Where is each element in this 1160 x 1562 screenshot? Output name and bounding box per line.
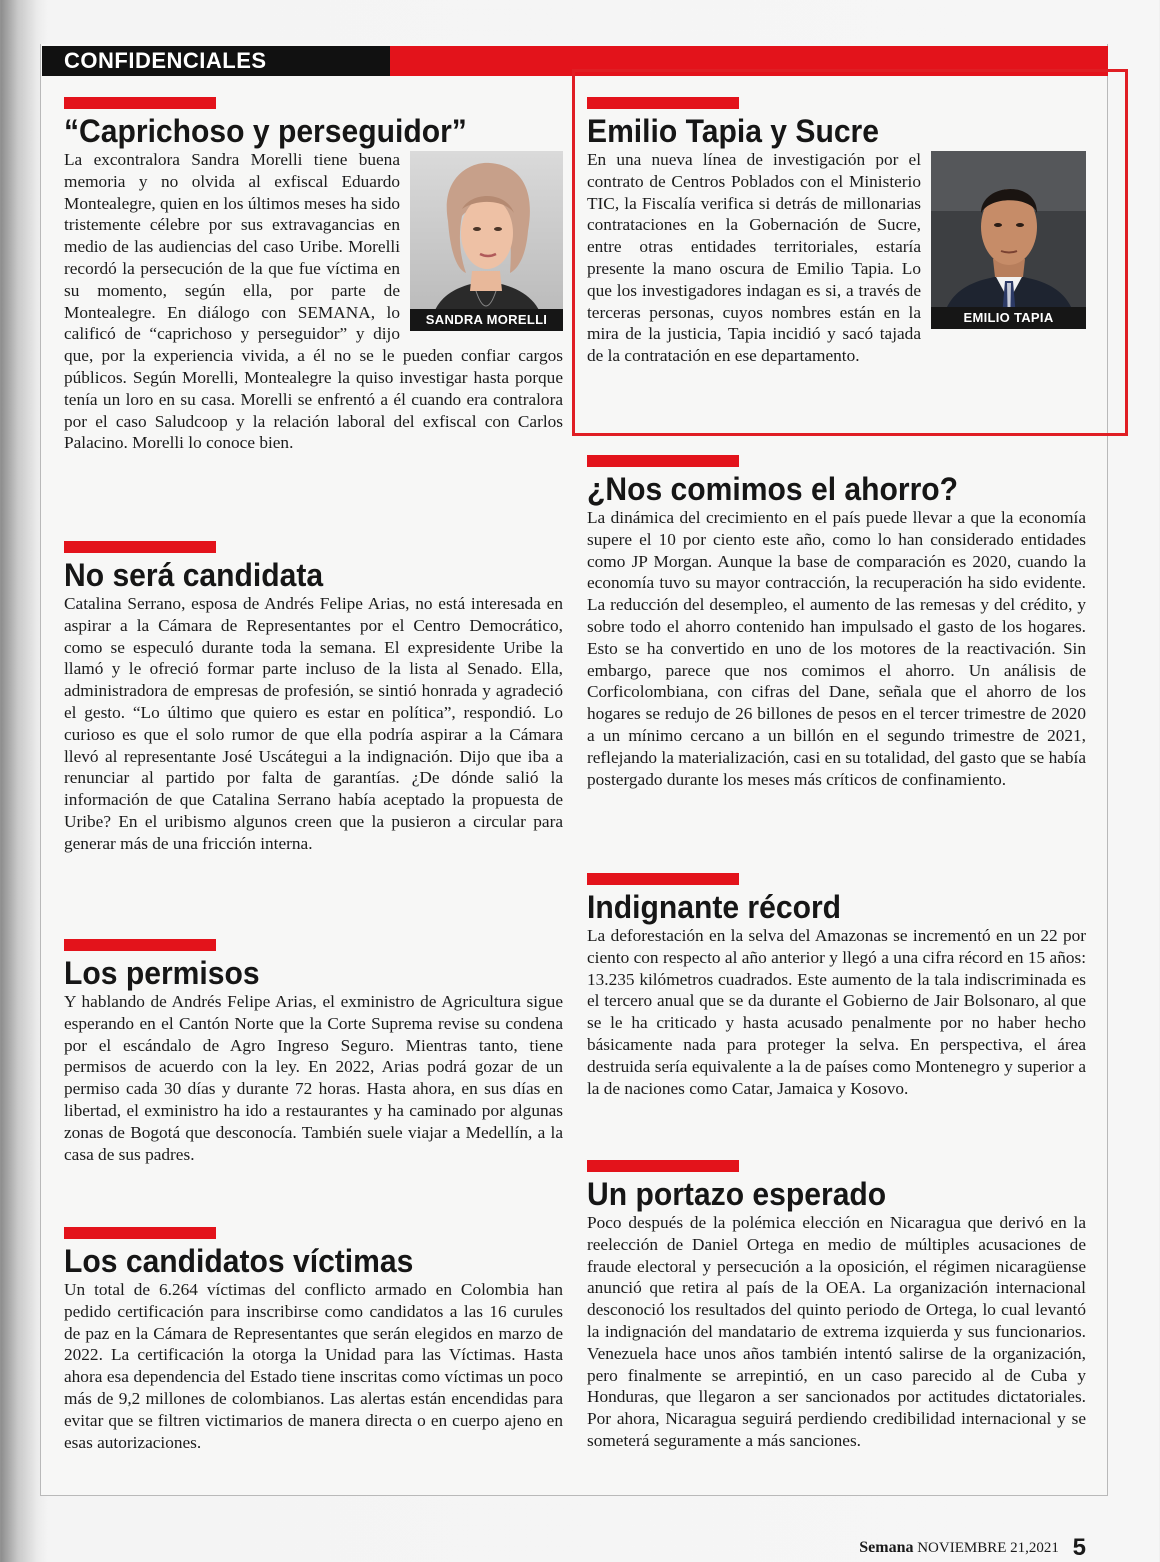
article-candidatos-victimas — [64, 1227, 563, 1453]
red-highlight-box — [572, 69, 1128, 436]
article-body: Y hablando de Andrés Felipe Arias, el exministro de Agricultura sigue esperando en el Cantón Norte que la Corte Suprema revise su condena por el escándalo de Agro Ingreso Seguro. Mientras tanto, tiene permisos de acuerdo con la ley. En 2022, Arias podrá gozar de un permiso cada 30 días y durante 72 horas. Hasta ahora, en sus días en libertad, el exministro ha ido a restaurantes y ha caminado por algunas zonas de Bogotá que desconocía. También suele viajar a Medellín, a la casa de sus padres. — [64, 992, 563, 1164]
headline: ¿Nos comimos el ahorro? — [587, 471, 959, 507]
headline-accent-bar — [587, 455, 739, 467]
portrait-image — [410, 151, 563, 331]
headline: Un portazo esperado — [587, 1176, 887, 1212]
article-body: La dinámica del crecimiento en el país puede llevar a que la economía supere el 10 por ciento este año, como lo han considerado entidades como JP Morgan. Aunque la base de comparación es 2020, cuando la economía tuvo su mayor contracción, la recuperación ha sido evidente. La reducción del desempleo, el aumento de las remesas y del crédito, y sobre todo el ahorro contenido han impulsado el gasto de los hogares. Esto se ha convertido en uno de los motores de la reactivación. Sin embargo, parece que nos comimos el ahorro. Un análisis de Corficolombiana, con cifras del Dane, señala que el ahorro de los hogares se redujo de 26 billones de pesos en el tercer trimestre de 2020 a un mínimo cercano a un billón en el segundo trimestre de 2021, reflejando la materialización, casi en su totalidad, del gasto que se había postergado durante los meses más críticos de confinamiento. — [587, 508, 1086, 789]
issue-date: NOVIEMBRE 21,2021 — [917, 1540, 1059, 1556]
headline-accent-bar — [64, 939, 216, 951]
section-label: CONFIDENCIALES — [42, 46, 390, 76]
article-los-permisos — [64, 939, 563, 1165]
article-body: La deforestación en la selva del Amazonas se incrementó en un 22 por ciento con respecto al año anterior y llegó a una cifra récord en 15 años: 13.235 kilómetros cuadrados. Este aumento de la tala indiscriminada es el tercero anual que se da durante el Gobierno de Jair Bolsonaro, al que se le ha criticado y hasta acusado penalmente por no haber hecho básicamente nada para proteger la selva. En perspectiva, el área destruida sería equivalente a la de países como Montenegro y superior a la de naciones como Catar, Jamaica y Kosovo. — [587, 926, 1086, 1098]
article-body: Un total de 6.264 víctimas del conflicto armado en Colombia han pedido certificación para inscribirse como candidatos a las 16 curules de paz en la Cámara de Representantes que serán elegidos en marzo de 2022. La certificación la otorga la Unidad para las Víctimas. Hasta ahora esa dependencia del Estado tiene inscritas como víctimas un poco más de 9,2 millones de colombianos. Las alertas están encendidas para evitar que se filtren victimarios de manera directa o en cuerpo ajeno en esas autorizaciones. — [64, 1280, 563, 1452]
headline: Indignante récord — [587, 889, 842, 925]
headline-accent-bar — [64, 541, 216, 553]
magazine-name: Semana — [859, 1539, 914, 1556]
article-body: Poco después de la polémica elección en Nicaragua que derivó en la reelección de Daniel Ortega en medio de múltiples acusaciones de fraude electoral y persecución a la oposición, el régimen nicaragüense anunció que retira al país de la OEA. La organización internacional desconoció los resultados del quinto periodo de Ortega, lo cual levantó la indignación del mandatario de extrema izquierda y sus funcionarios. Venezuela hace unos años también intentó salirse de la organización, pero finalmente se arrepintió, en un caso parecido al de Cuba y Honduras, que llegaron a ser sancionados por actitudes dictatoriales. Por ahora, Nicaragua seguirá perdiendo credibilidad internacional y se someterá seguramente a más sanciones. — [587, 1213, 1086, 1450]
headline: No será candidata — [64, 557, 324, 593]
headline: Los candidatos víctimas — [64, 1243, 414, 1279]
article-ahorro — [587, 455, 1086, 790]
article-portazo — [587, 1160, 1086, 1452]
headline-accent-bar — [587, 1160, 739, 1172]
headline-accent-bar — [587, 873, 739, 885]
headline-accent-bar — [64, 97, 216, 109]
photo-caption: EMILIO TAPIA — [931, 307, 1086, 329]
headline: “Caprichoso y perseguidor” — [64, 113, 467, 149]
article-body: En una nueva línea de investigación por el contrato de Centros Poblados con el Ministerio TIC, la Fiscalía verifica si detrás de millonarias contrataciones en la Gobernación de Sucre, entre otras entidades territoriales, estaría presente la mano oscura de Emilio Tapia. Lo que los investigadores indagan es si, a través de terceras personas, cuyos nombres están en la mira de la justicia, Tapia incidió y sacó tajada de la contratación en ese departamento. — [587, 150, 921, 366]
portrait-photo-morelli — [410, 151, 563, 331]
page-number: 5 — [1072, 1534, 1086, 1561]
headline: Los permisos — [64, 955, 260, 991]
article-no-sera-candidata — [64, 541, 563, 855]
article-body: La excontralora Sandra Morelli tiene buena memoria y no olvida al exfiscal Eduardo Montealegre, quien en los últimos meses ha sido tristemente célebre por sus extravagancias en medio de las audiencias del caso Uribe. Morelli recordó la persecución de la que fue víctima en su momento, según ella, por parte de Montealegre. En diálogo con SEMANA, lo calificó de “caprichoso y perseguidor” y dijo que, por la experiencia vivida, a él no se le pueden confiar cargos públicos. Según Morelli, Montealegre la quiso investigar hasta porque tenía un loro en su casa. Morelli se enfrentó a él cuando era contralora por el caso Saludcoop y la relación laboral del exfiscal con Carlos Palacino. Morelli lo conoce bien. — [64, 150, 563, 453]
article-indignante-record — [587, 873, 1086, 1099]
headline: Emilio Tapia y Sucre — [587, 113, 879, 149]
photo-caption: SANDRA MORELLI — [410, 309, 563, 331]
article-body: Catalina Serrano, esposa de Andrés Felipe Arias, no está interesada en aspirar a la Cámara de Representantes por el Centro Democrático, como se especuló durante toda la semana. El expresidente Uribe la llamó y le ofreció formar parte incluso de la lista al Senado. Ella, administradora de empresas de profesión, se sintió honrada y agradeció el gesto. “Lo último que quiero es estar en política”, respondió. Lo curioso es que el solo rumor de que ella podría aspirar a la Cámara llevó al representante José Uscátegui a la indignación. Dijo que iba a renunciar al partido por falta de garantías. ¿De dónde salió la información de que Catalina Serrano había aceptado la propuesta de Uribe? En el uribismo algunos creen que la pusieron a circular para generar más de una fricción interna. — [64, 594, 563, 853]
article-caprichoso — [64, 97, 563, 454]
headline-accent-bar — [64, 1227, 216, 1239]
